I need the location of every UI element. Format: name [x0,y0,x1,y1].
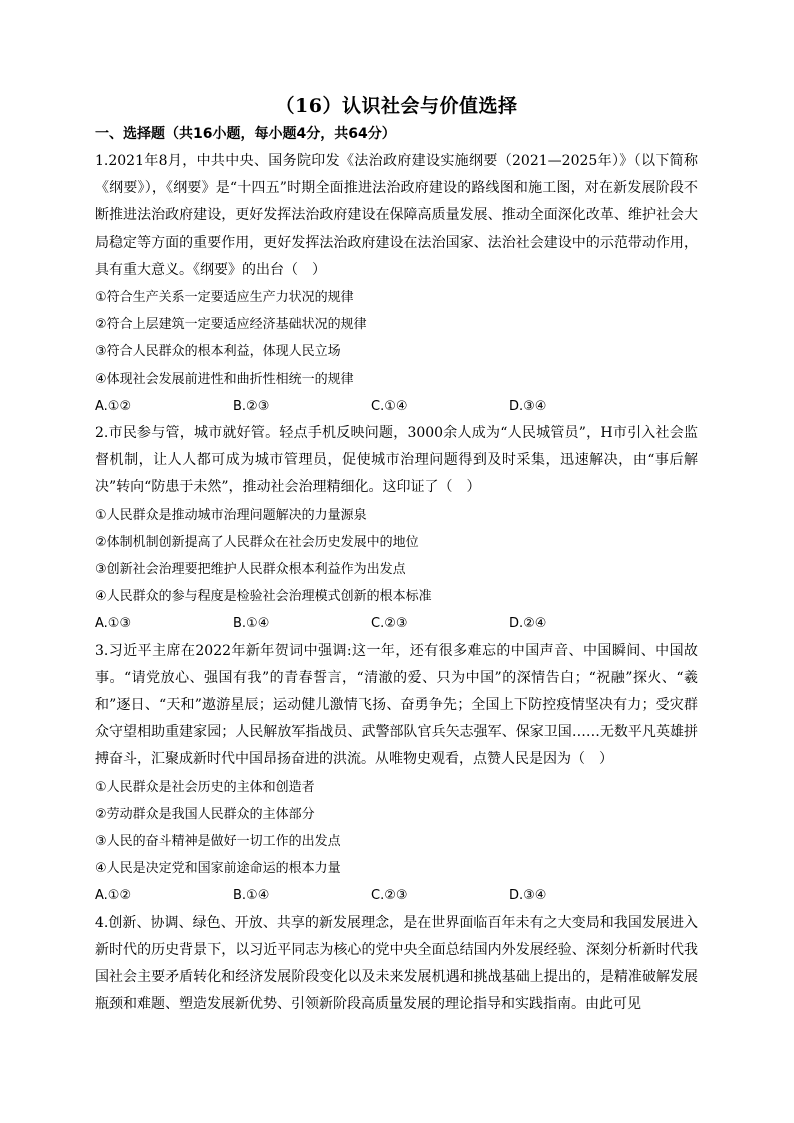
question-stem: 1.2021年8月，中共中央、国务院印发《法治政府建设实施纲要（2021—2025年）》（以下简称《纲要》），《纲要》是“十四五”时期全面推进法治政府建设的路线图和施工图，对在新发展阶段不断推进法治政府建设，更好发挥法治政府建设在保障高质量发展、推动全面深化改革、维护社会大局稳定等方面的重要作用，更好发挥法治政府建设在法治国家、法治社会建设中的示范带动作用，具有重大意义。《纲要》的出台（ ） [95,153,698,278]
page-title: （16）认识社会与价值选择 [275,95,518,117]
statement-item: ③人民的奋斗精神是做好一切工作的出发点 [95,834,341,850]
question-4 [95,910,698,1019]
question-stem: 3.习近平主席在2022年新年贺词中强调:这一年，还有很多难忘的中国声音、中国瞬间、中国故事。“请党放心、强国有我”的青春誓言，“清澈的爱、只为中国”的深情告白；“祝融”探火、“羲和”逐日、“天和”遨游星辰；运动健儿激情飞扬、奋勇争先；全国上下防控疫情坚决有力；受灾群众守望相助重建家园；人民解放军指战员、武警部队官兵矢志强军、保家卫国……无数平凡英雄拼搏奋斗，汇聚成新时代中国昂扬奋进的洪流。从唯物史观看，点赞人民是因为（ ） [95,642,698,768]
question-3 [95,638,698,910]
section-header: 一、选择题（共16小题，每小题4分，共64分） [95,126,396,142]
choice-a: A.①③ [95,616,132,632]
answer-choices [95,610,698,637]
choice-b: B.①④ [233,616,270,632]
statement-item: ①人民群众是推动城市治理问题解决的力量源泉 [95,507,367,523]
choice-b: B.②③ [233,398,270,414]
choice-b: B.①④ [233,888,270,904]
choice-c: C.②③ [371,616,408,632]
choice-c: C.①④ [371,398,408,414]
statement-item: ④人民群众的参与程度是检验社会治理模式创新的根本标准 [95,589,432,605]
answer-choices [95,882,698,909]
choice-a: A.①② [95,888,132,904]
choice-d: D.②④ [509,616,547,632]
answer-choices [95,393,698,420]
question-1 [95,148,698,420]
statement-item: ③创新社会治理要把维护人民群众根本利益作为出发点 [95,562,406,578]
statement-item: ④人民是决定党和国家前途命运的根本力量 [95,861,341,877]
question-stem: 4.创新、协调、绿色、开放、共享的新发展理念，是在世界面临百年未有之大变局和我国发展进入新时代的历史背景下，以习近平同志为核心的党中央全面总结国内外发展经验、深刻分析新时代我国社会主要矛盾转化和经济发展阶段变化以及未来发展机遇和挑战基础上提出的，是精准破解发展瓶颈和难题、塑造发展新优势、引领新阶段高质量发展的理论指导和实践指南。由此可见 [95,914,698,1013]
statement-item: ①人民群众是社会历史的主体和创造者 [95,779,315,795]
statement-item: ②符合上层建筑一定要适应经济基础状况的规律 [95,317,367,333]
document-page [95,94,698,1019]
statement-item: ③符合人民群众的根本利益，体现人民立场 [95,344,341,360]
statement-item: ④体现社会发展前进性和曲折性相统一的规律 [95,371,354,387]
choice-a: A.①② [95,398,132,414]
statement-item: ①符合生产关系一定要适应生产力状况的规律 [95,290,354,306]
choice-c: C.②③ [371,888,408,904]
choice-d: D.③④ [509,398,547,414]
statement-item: ②体制机制创新提高了人民群众在社会历史发展中的地位 [95,534,419,550]
question-2 [95,420,698,638]
choice-d: D.③④ [509,888,547,904]
question-stem: 2.市民参与管，城市就好管。轻点手机反映问题，3000余人成为“人民城管员”，H市引入社会监督机制，让人人都可成为城市管理员，促使城市治理问题得到及时采集，迅速解决，由“事后解决”转向“防患于未然”，推动社会治理精细化。这印证了（ ） [95,425,698,496]
statement-item: ②劳动群众是我国人民群众的主体部分 [95,806,315,822]
